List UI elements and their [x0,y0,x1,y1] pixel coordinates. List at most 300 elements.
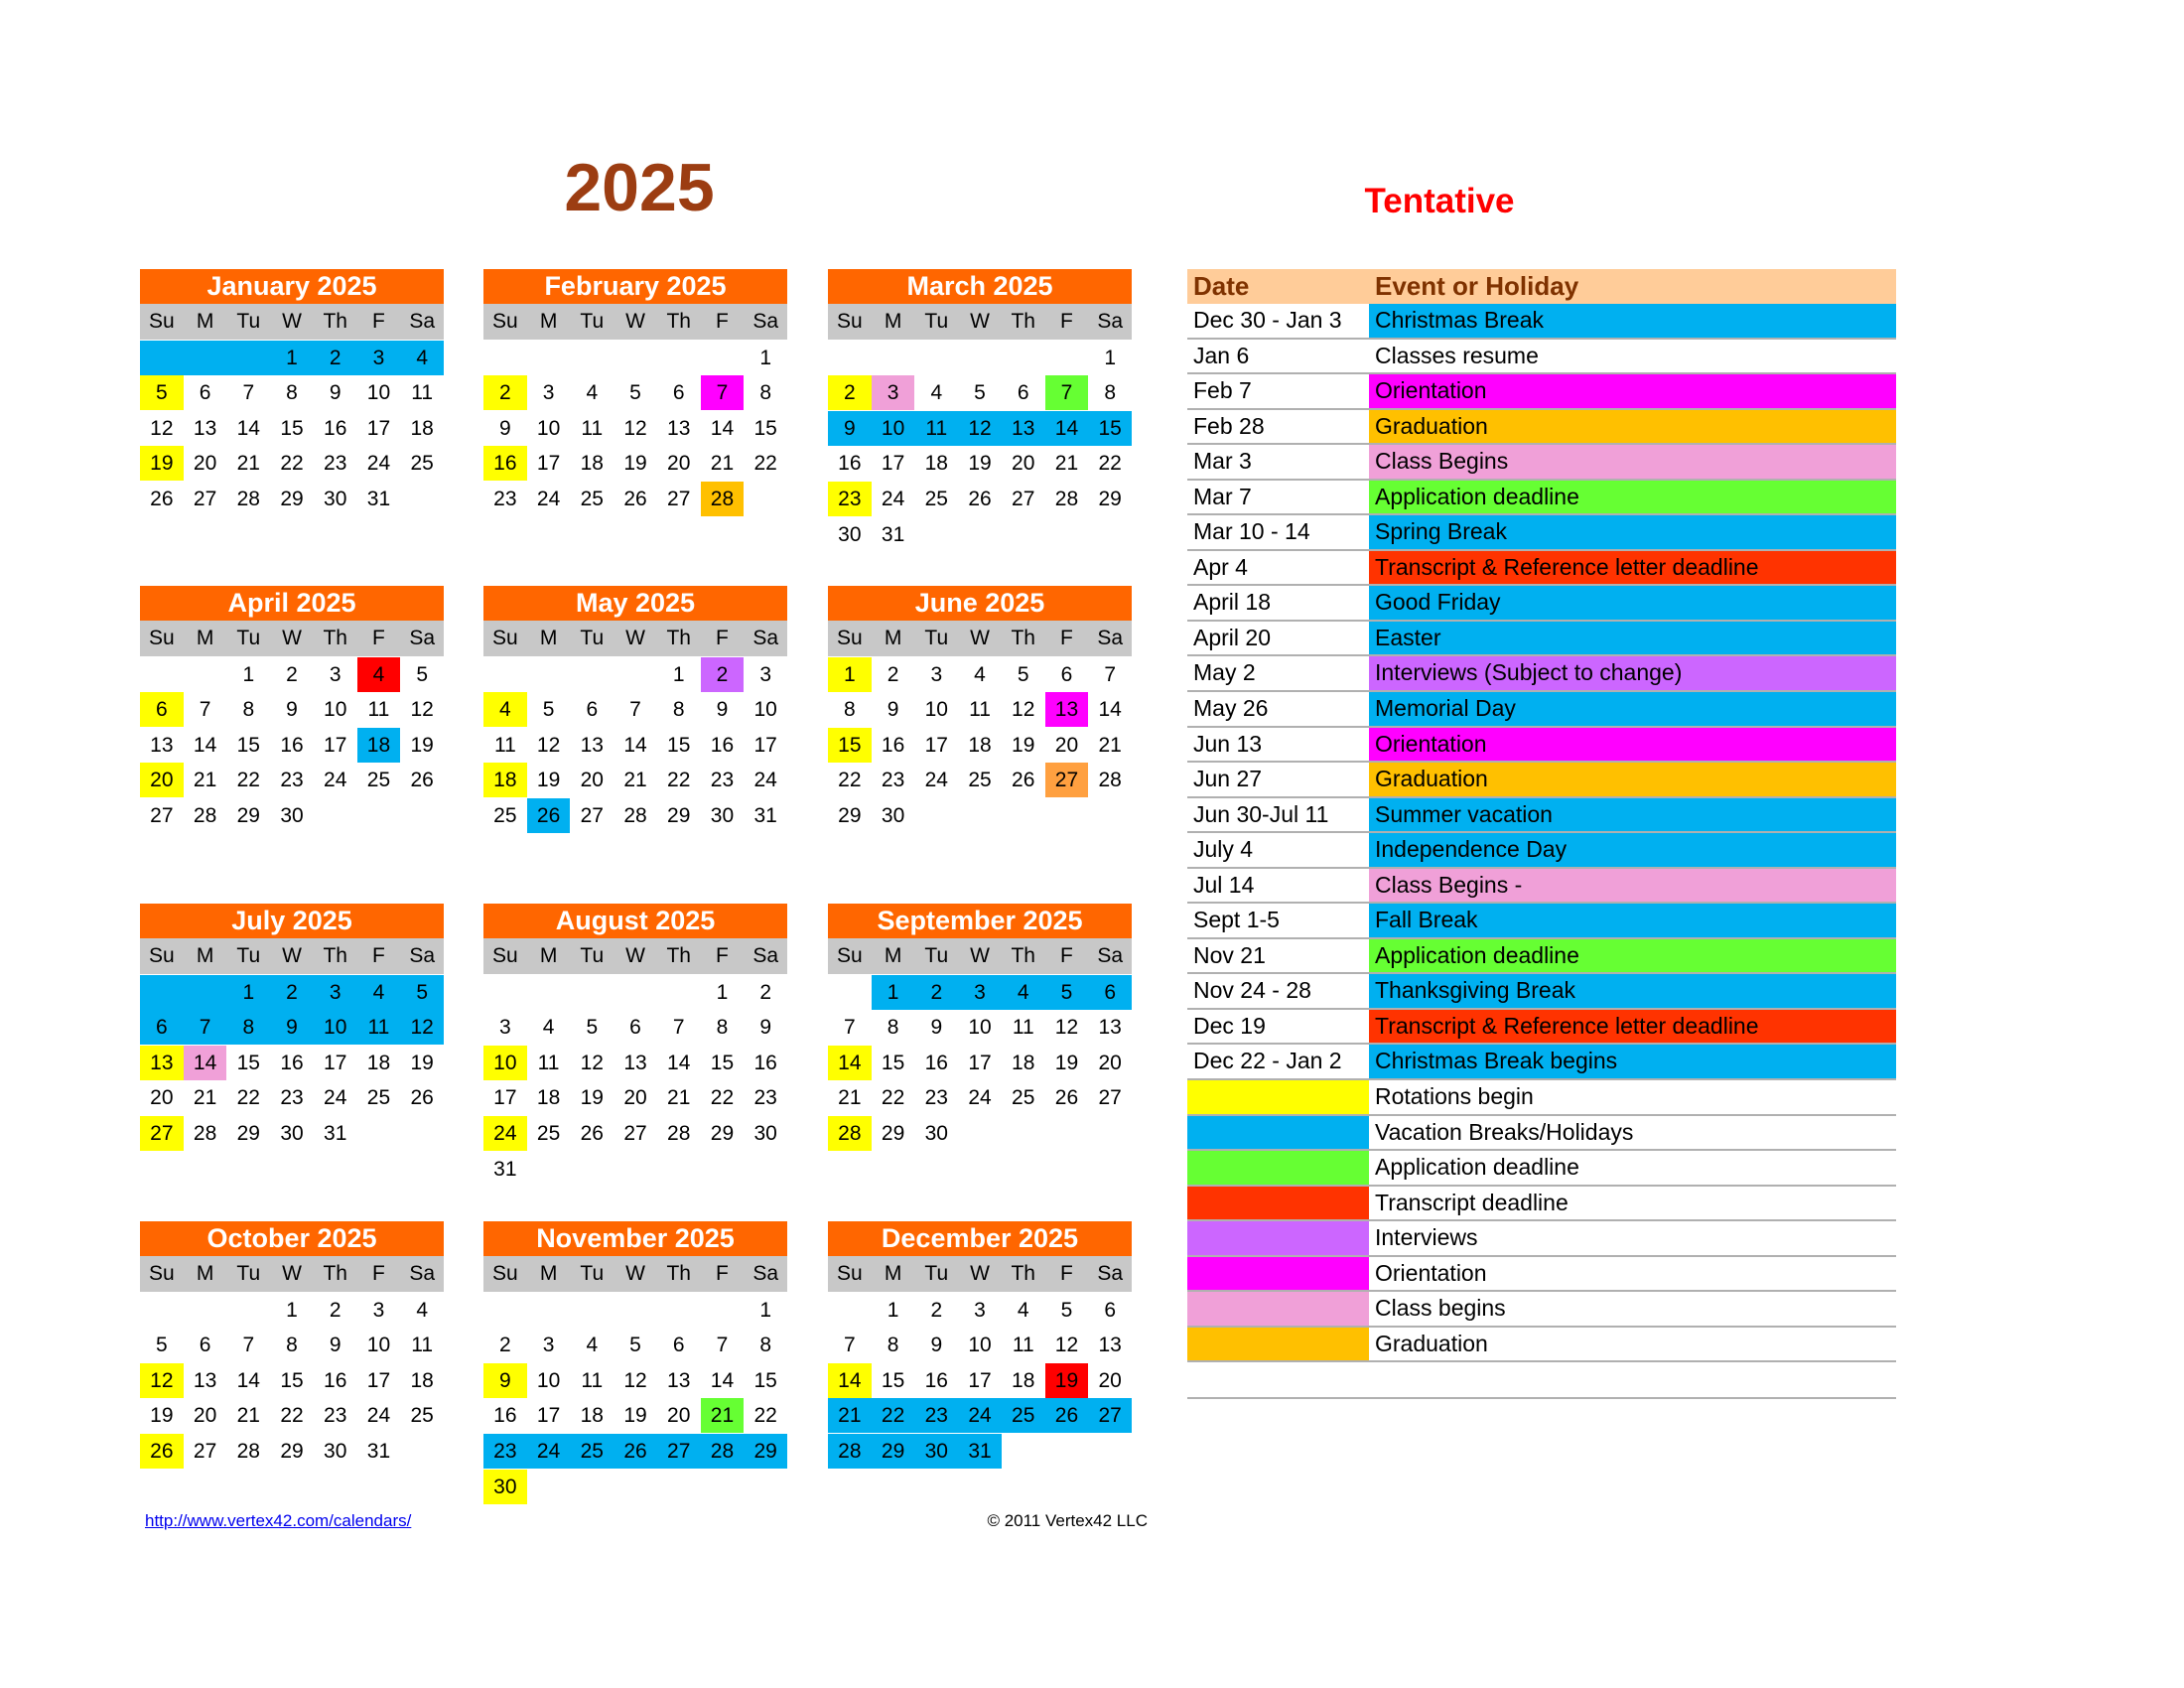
event-date: Nov 21 [1193,941,1266,968]
week-row [828,517,1132,552]
day-cell: 28 [193,1121,217,1145]
week-row [140,482,444,516]
event-date: Mar 7 [1193,483,1252,509]
week-row [140,728,444,763]
legend-row [1187,586,1896,622]
day-cell: 8 [716,1016,729,1040]
event-name: Class Begins [1369,445,1896,479]
month-title: April 2025 [140,586,444,621]
week-row [483,1328,787,1362]
empty-day-cell [357,798,401,833]
weekday-header: F [1060,1262,1073,1285]
day-cell: 27 [1045,763,1089,797]
day-cell: 8 [844,698,856,722]
day-cell: 6 [1017,381,1029,405]
weekday-header: Th [666,310,691,333]
weekday-header: Su [492,1262,518,1285]
month-calendar [828,586,1132,833]
weekday-header: Sa [1097,627,1124,649]
day-cell: 14 [1098,698,1122,722]
event-date: May 2 [1193,659,1256,686]
empty-day-cell [1045,517,1089,552]
event-name: Memorial Day [1369,692,1896,726]
day-cell: 29 [881,1121,905,1145]
day-cell: 6 [1088,975,1132,1010]
day-cell: 23 [914,1398,958,1433]
weekday-header: Sa [409,1262,436,1285]
event-date: Jun 13 [1193,730,1263,757]
day-cell: 5 [1045,975,1089,1010]
day-cell: 10 [314,1010,357,1045]
day-cell: 13 [1098,1016,1122,1040]
day-cell: 4 [357,975,401,1010]
day-cell: 11 [493,733,516,757]
day-cell: 4 [586,381,599,405]
day-cell: 4 [930,381,943,405]
legend-row [1187,410,1896,446]
day-cell: 3 [314,975,357,1010]
day-cell: 27 [193,487,217,510]
empty-day-cell [1045,341,1089,375]
month-calendar [140,269,444,516]
day-cell: 31 [324,1121,347,1145]
day-cell: 1 [1104,346,1117,369]
empty-day-cell [140,657,184,692]
day-cell: 10 [536,416,561,440]
empty-day-cell [570,1293,614,1328]
day-cell: 3 [974,1298,986,1322]
day-cell: 17 [968,1368,992,1392]
weekday-header: Th [323,1262,347,1285]
day-cell: 31 [493,1157,517,1181]
event-date: Jul 14 [1193,871,1255,898]
day-cell: 21 [828,1398,872,1433]
month-title: December 2025 [828,1221,1132,1256]
event-date: Jun 27 [1193,766,1263,792]
weekday-header: M [196,310,214,333]
day-cell: 20 [1098,1368,1122,1392]
day-cell: 20 [580,769,604,792]
week-row [483,798,787,833]
day-cell: 26 [410,769,434,792]
weekday-header: Sa [409,627,436,649]
weekday-header: Tu [236,310,261,333]
month-title: July 2025 [140,904,444,938]
weekday-header: Sa [752,1262,779,1285]
color-key-row [1187,1221,1896,1257]
legend-row [1187,833,1896,869]
day-cell: 24 [366,452,391,476]
week-row [828,1046,1132,1080]
weekday-header: Su [149,944,175,967]
empty-day-cell [614,1152,657,1187]
day-cell: 1 [270,341,314,375]
day-cell: 7 [242,1334,255,1357]
day-cell: 28 [701,482,745,516]
empty-day-cell [570,657,614,692]
day-cell: 7 [184,1010,227,1045]
color-swatch [1187,1328,1369,1361]
day-cell: 14 [236,1368,260,1392]
day-cell: 12 [410,698,434,722]
day-cell: 6 [140,1010,184,1045]
day-cell: 12 [400,1010,444,1045]
day-cell: 23 [710,769,735,792]
day-cell: 11 [581,416,604,440]
week-row [483,1046,787,1080]
day-cell: 12 [623,416,647,440]
month-title: February 2025 [483,269,787,304]
weekday-header: M [539,944,558,967]
week-row [483,763,787,797]
day-cell: 23 [881,769,905,792]
day-cell: 8 [759,1334,772,1357]
day-cell: 22 [236,769,260,792]
empty-day-cell [570,1152,614,1187]
empty-day-cell [744,1470,787,1504]
weekday-header: Tu [236,627,261,649]
day-cell: 21 [838,1086,862,1110]
day-cell: 2 [483,375,527,410]
day-cell: 5 [400,975,444,1010]
weekday-header: W [970,627,990,649]
day-cell: 14 [1045,411,1089,446]
weekday-header: Sa [409,944,436,967]
empty-day-cell [701,1293,745,1328]
day-cell: 24 [968,1086,992,1110]
day-cell: 30 [838,522,862,546]
weekday-header-row [140,1256,444,1292]
event-name: Class Begins - [1369,869,1896,903]
empty-day-cell [958,798,1002,833]
weekday-header: Su [837,310,863,333]
day-cell: 5 [629,1334,641,1357]
day-cell: 1 [716,980,729,1004]
day-cell: 22 [280,1404,304,1428]
weekday-header: Su [492,944,518,967]
empty-day-cell [1002,517,1045,552]
day-cell: 3 [499,1016,511,1040]
day-cell: 11 [969,698,991,722]
weekday-header: W [282,627,302,649]
weekday-header: M [539,1262,558,1285]
day-cell: 20 [667,452,691,476]
weekday-header: W [970,1262,990,1285]
event-name: Orientation [1369,728,1896,762]
weekday-header: Th [666,627,691,649]
day-cell: 2 [701,657,745,692]
weekday-header: Th [323,310,347,333]
day-cell: 13 [150,733,174,757]
weekday-header: M [884,944,902,967]
event-name: Application deadline [1369,939,1896,973]
day-cell: 17 [366,1368,391,1392]
color-key-row [1187,1116,1896,1152]
day-cell: 21 [623,769,647,792]
day-cell: 22 [872,1398,915,1433]
empty-day-cell [314,798,357,833]
empty-day-cell [400,482,444,516]
empty-day-cell [357,1116,401,1151]
day-cell: 16 [924,1368,948,1392]
empty-day-cell [657,341,701,375]
day-cell: 14 [710,416,735,440]
day-cell: 15 [881,1051,905,1074]
event-name: Easter [1369,622,1896,655]
week-row [140,1398,444,1433]
color-key-label: Orientation [1375,1259,1487,1286]
weekday-header: M [539,627,558,649]
day-cell: 29 [667,803,691,827]
empty-day-cell [614,341,657,375]
weekday-header: Tu [580,627,605,649]
month-title: June 2025 [828,586,1132,621]
legend-row [1187,728,1896,764]
week-row [828,798,1132,833]
day-cell: 14 [667,1051,691,1074]
weekday-header-row [483,938,787,974]
day-cell: 24 [324,769,347,792]
empty-day-cell [184,341,227,375]
month-title: November 2025 [483,1221,787,1256]
week-row [140,1046,444,1080]
day-cell: 11 [411,1334,434,1357]
day-cell: 19 [623,452,647,476]
weekday-header: W [625,1262,645,1285]
day-cell: 19 [140,446,184,481]
empty-day-cell [958,341,1002,375]
month-calendar [140,1221,444,1469]
week-row [828,482,1132,516]
day-cell: 27 [1098,1086,1122,1110]
day-cell: 4 [1002,975,1045,1010]
day-cell: 8 [672,698,685,722]
color-swatch [1187,1257,1369,1291]
day-cell: 26 [140,1434,184,1469]
day-cell: 25 [1012,1086,1035,1110]
weekday-header: Sa [1097,944,1124,967]
day-cell: 1 [672,662,685,686]
color-key-row [1187,1328,1896,1363]
day-cell: 8 [759,381,772,405]
day-cell: 9 [930,1334,943,1357]
day-cell: 16 [324,416,347,440]
event-date: Jan 6 [1193,342,1250,368]
weekday-header: W [625,310,645,333]
day-cell: 22 [710,1086,735,1110]
event-name: Thanksgiving Break [1369,974,1896,1008]
empty-day-cell [1002,1434,1045,1469]
event-date: April 20 [1193,624,1271,650]
week-row [483,1398,787,1433]
day-cell: 7 [199,698,211,722]
day-cell: 21 [701,1398,745,1433]
empty-day-cell [527,1470,571,1504]
day-cell: 20 [150,1086,174,1110]
day-cell: 28 [701,1434,745,1469]
day-cell: 5 [156,1334,168,1357]
week-row [828,763,1132,797]
week-row [828,375,1132,410]
weekday-header: F [716,1262,729,1285]
month-calendar [483,586,787,833]
month-calendar [483,1221,787,1504]
day-cell: 26 [623,487,647,510]
day-cell: 12 [536,733,561,757]
day-cell: 13 [623,1051,647,1074]
day-cell: 1 [828,657,872,692]
event-name: Graduation [1369,410,1896,444]
week-row [483,1116,787,1151]
day-cell: 27 [150,803,174,827]
day-cell: 22 [753,1404,777,1428]
empty-day-cell [958,1116,1002,1151]
day-cell: 18 [410,1368,434,1392]
day-cell: 2 [828,375,872,410]
day-cell: 25 [1002,1398,1045,1433]
day-cell: 18 [1012,1368,1035,1392]
empty-day-cell [483,657,527,692]
week-row [483,728,787,763]
day-cell: 18 [580,452,604,476]
legend-row [1187,374,1896,410]
day-cell: 9 [499,416,511,440]
day-cell: 5 [629,381,641,405]
day-cell: 15 [280,416,304,440]
weekday-header: Th [666,1262,691,1285]
empty-day-cell [400,798,444,833]
month-calendar [140,904,444,1151]
day-cell: 3 [930,662,943,686]
day-cell: 29 [872,1434,915,1469]
day-cell: 9 [828,411,872,446]
day-cell: 5 [1060,1298,1073,1322]
color-key-row [1187,1292,1896,1328]
day-cell: 2 [314,341,357,375]
day-cell: 8 [286,1334,298,1357]
day-cell: 19 [410,1051,434,1074]
day-cell: 20 [1054,733,1079,757]
empty-day-cell [958,517,1002,552]
day-cell: 6 [672,1334,685,1357]
empty-day-cell [828,341,872,375]
event-date: Sept 1-5 [1193,907,1280,933]
weekday-header: Su [149,1262,175,1285]
day-cell: 12 [1012,698,1035,722]
day-cell: 25 [366,1086,391,1110]
day-cell: 1 [759,1298,772,1322]
day-cell: 18 [968,733,992,757]
color-key-label: Vacation Breaks/Holidays [1375,1118,1634,1145]
month-calendar [828,1221,1132,1469]
day-cell: 17 [366,416,391,440]
empty-day-cell [570,1470,614,1504]
weekday-header: W [970,310,990,333]
day-cell: 21 [193,1086,217,1110]
weekday-header: Su [837,944,863,967]
week-row [140,446,444,481]
vertex42-link[interactable]: http://www.vertex42.com/calendars/ [145,1511,412,1530]
day-cell: 5 [542,698,555,722]
weekday-header: M [884,627,902,649]
week-row [483,482,787,516]
day-cell: 10 [872,411,915,446]
weekday-header-row [140,304,444,340]
day-cell: 26 [150,487,174,510]
day-cell: 17 [924,733,948,757]
day-cell: 11 [537,1051,560,1074]
day-cell: 16 [280,733,304,757]
day-cell: 16 [838,452,862,476]
weekday-header: Tu [580,310,605,333]
day-cell: 13 [193,416,217,440]
weekday-header: Su [492,627,518,649]
week-row [483,1434,787,1469]
day-cell: 21 [1054,452,1079,476]
day-cell: 8 [286,381,298,405]
empty-day-cell [1045,1434,1089,1469]
weekday-header: Sa [409,310,436,333]
day-cell: 18 [1012,1051,1035,1074]
empty-day-cell [483,975,527,1010]
day-cell: 11 [367,698,390,722]
day-cell: 16 [493,1404,517,1428]
day-cell: 3 [329,662,341,686]
day-cell: 29 [744,1434,787,1469]
day-cell: 18 [924,452,948,476]
legend-row [1187,304,1896,340]
day-cell: 21 [1098,733,1122,757]
empty-day-cell [140,1293,184,1328]
day-cell: 29 [280,1439,304,1463]
day-cell: 26 [580,1121,604,1145]
week-row [828,1363,1132,1398]
day-cell: 10 [536,1368,561,1392]
empty-day-cell [1088,517,1132,552]
legend-row [1187,692,1896,728]
event-date: Mar 10 - 14 [1193,518,1310,545]
day-cell: 6 [1104,1298,1117,1322]
weekday-header: F [372,310,385,333]
day-cell: 6 [586,698,599,722]
color-key-label: Class begins [1375,1295,1506,1322]
day-cell: 7 [1045,375,1089,410]
day-cell: 27 [140,1116,184,1151]
day-cell: 27 [667,487,691,510]
day-cell: 13 [140,1046,184,1080]
day-cell: 9 [286,698,298,722]
day-cell: 28 [236,1439,260,1463]
month-calendar [828,269,1132,552]
week-row [828,657,1132,692]
day-cell: 3 [542,1334,555,1357]
event-date: Dec 19 [1193,1012,1266,1039]
day-cell: 31 [753,803,777,827]
week-row [483,692,787,727]
week-row [828,728,1132,763]
month-calendar [483,269,787,516]
weekday-header: F [372,944,385,967]
empty-day-cell [1002,798,1045,833]
day-cell: 17 [753,733,777,757]
month-title: May 2025 [483,586,787,621]
week-row [140,1293,444,1328]
day-cell: 17 [493,1086,517,1110]
week-row [828,1328,1132,1362]
empty-day-cell [226,341,270,375]
week-row [828,1080,1132,1115]
day-cell: 6 [140,692,184,727]
